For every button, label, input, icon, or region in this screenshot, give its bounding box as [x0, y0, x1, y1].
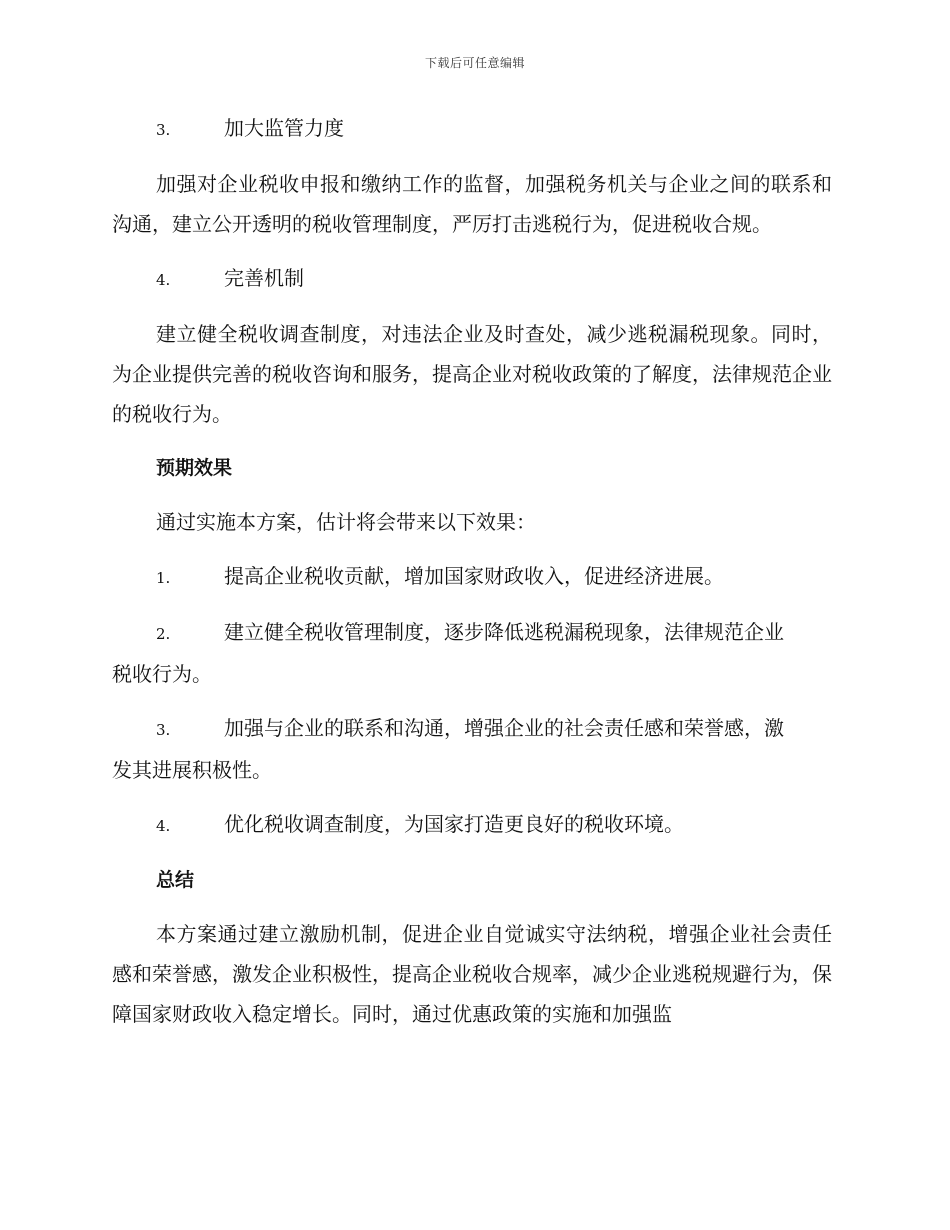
list-item-number: 3.	[156, 121, 171, 139]
section-heading-summary: 总结	[156, 869, 195, 891]
document-body	[112, 108, 832, 1034]
list-item-text: 加强与企业的联系和沟通，增强企业的社会责任感和荣誉感，激	[224, 716, 784, 740]
list-item-continuation: 发其进展积极性。	[112, 758, 272, 782]
paragraph-summary: 本方案通过建立激励机制，促进企业自觉诚实守法纳税，增强企业社会责任感和荣誉感，激发企业积极性，提高企业税收合规率，减少企业逃税规避行为，保障国家财政收入稳定增长。同时，通过优惠政策的实施和加强监	[112, 922, 832, 1026]
paragraph-mechanism: 建立健全税收调查制度，对违法企业及时查处，减少逃税漏税现象。同时，为企业提供完善的税收咨询和服务，提高企业对税收政策的了解度，法律规范企业的税收行为。	[112, 322, 832, 426]
list-item-title: 完善机制	[224, 266, 304, 290]
list-item-title: 加大监管力度	[224, 116, 344, 140]
list-item-text: 优化税收调查制度，为国家打造更良好的税收环境。	[224, 812, 684, 836]
list-item-mechanism	[112, 258, 832, 300]
list-item-number: 4.	[156, 271, 171, 289]
list-item-number: 4.	[156, 817, 171, 835]
list-item-text: 提高企业税收贡献，增加国家财政收入，促进经济进展。	[224, 564, 724, 588]
list-item-number: 3.	[156, 721, 171, 739]
list-item-number: 2.	[156, 625, 171, 643]
list-item-supervision	[112, 108, 832, 150]
list-item-effect-1	[112, 556, 832, 598]
page-header: 下载后可任意编辑	[424, 56, 525, 70]
section-heading-expected-effects: 预期效果	[156, 457, 233, 479]
list-item-continuation: 税收行为。	[112, 662, 212, 686]
list-item-number: 1.	[156, 569, 171, 587]
paragraph-effects-intro: 通过实施本方案，估计将会带来以下效果：	[156, 510, 536, 534]
list-item-text: 建立健全税收管理制度，逐步降低逃税漏税现象，法律规范企业	[224, 620, 784, 644]
list-item-effect-2	[112, 612, 832, 654]
list-item-effect-3	[112, 708, 832, 750]
paragraph-supervision: 加强对企业税收申报和缴纳工作的监督，加强税务机关与企业之间的联系和沟通，建立公开透明的税收管理制度，严厉打击逃税行为，促进税收合规。	[112, 172, 832, 236]
list-item-effect-4	[112, 804, 832, 846]
